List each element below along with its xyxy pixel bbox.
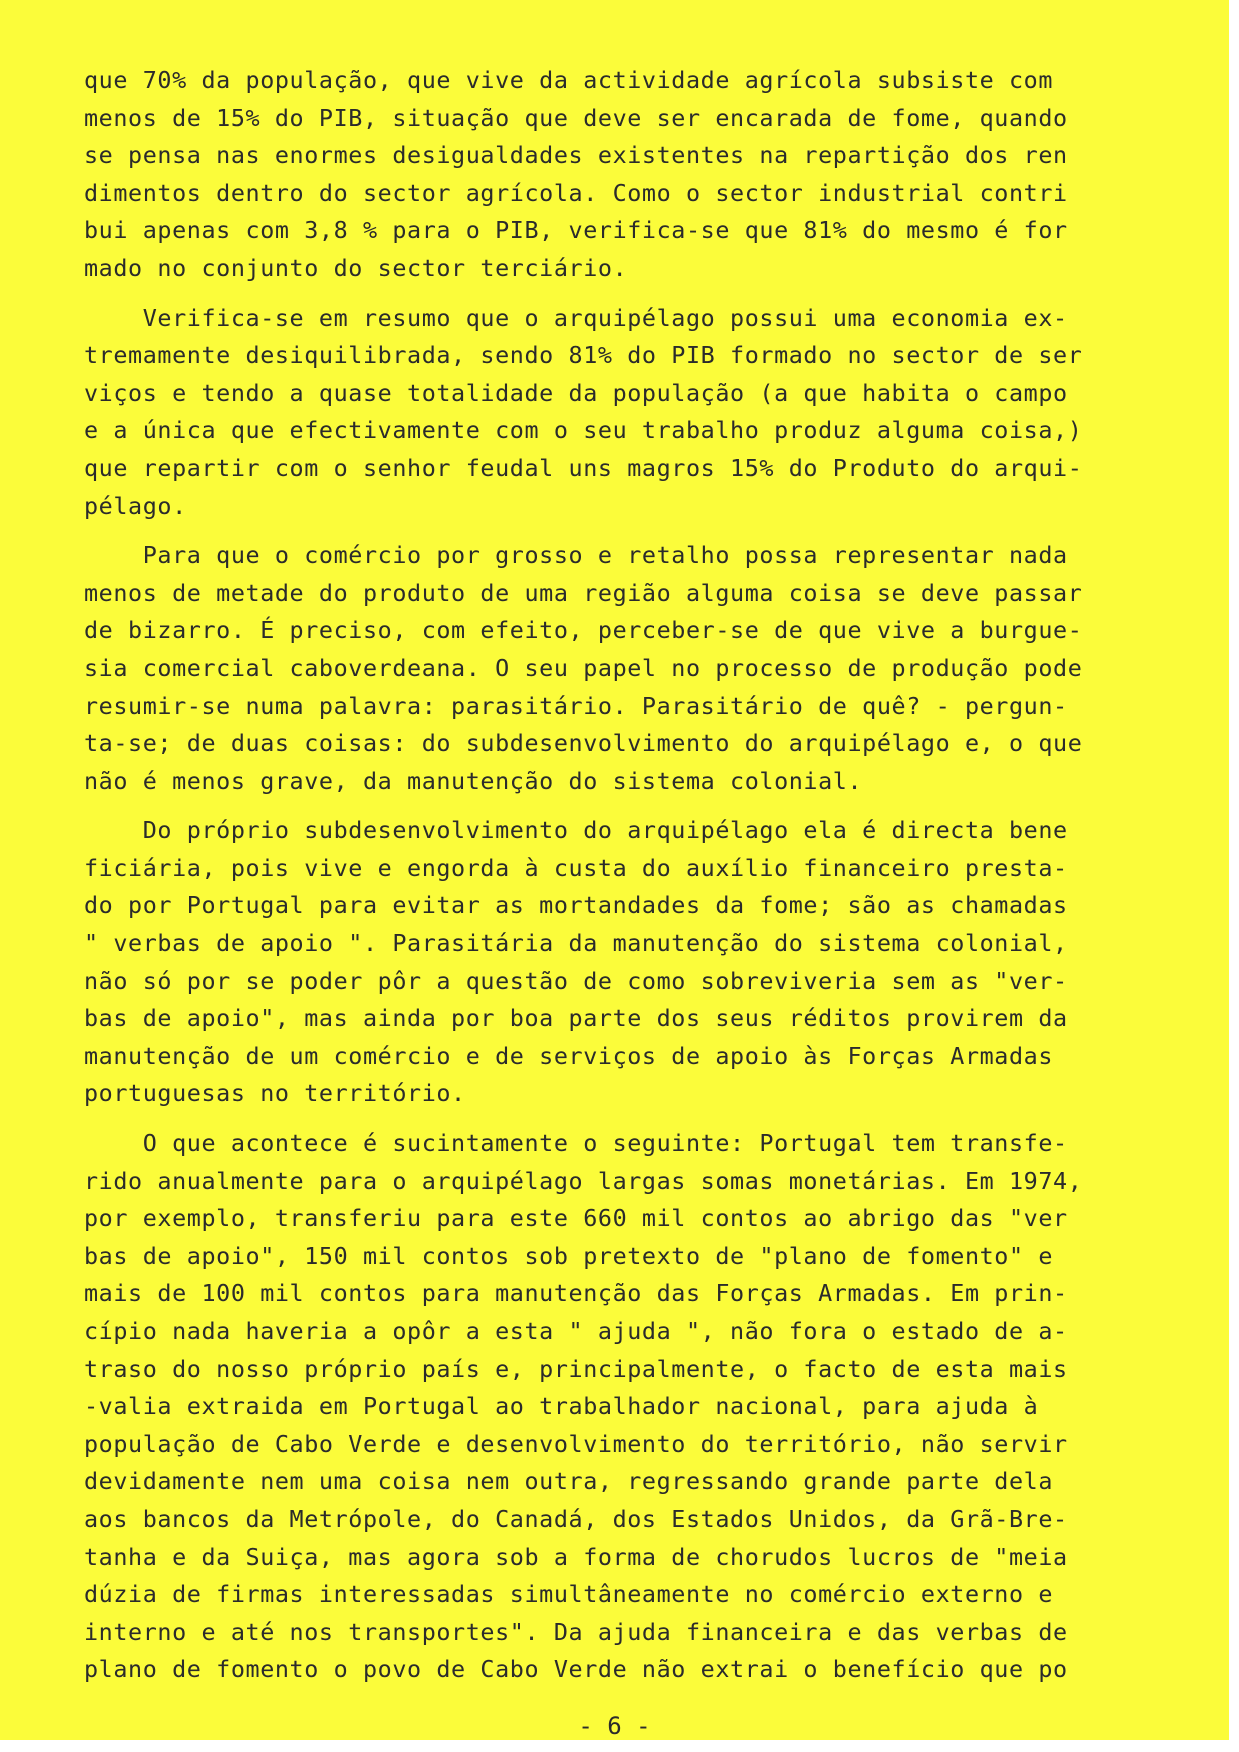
text-line: de bizarro. É preciso, com efeito, perceber-se de que vive a burgue- <box>84 616 1083 645</box>
text-line: aos bancos da Metrópole, do Canadá, dos Estados Unidos, da Grã-Bre- <box>84 1504 1068 1533</box>
document-body <box>84 62 1124 1701</box>
text-line: bas de apoio", mas ainda por boa parte dos seus réditos provirem da <box>84 1004 1068 1033</box>
text-line: do por Portugal para evitar as mortandades da fome; são as chamadas <box>84 891 1068 920</box>
text-line: Para que o comércio por grosso e retalho possa representar nada <box>84 541 1068 570</box>
text-line: que repartir com o senhor feudal uns magros 15% do Produto do arqui- <box>84 453 1083 482</box>
text-line: tremamente desiquilibrada, sendo 81% do PIB formado no sector de ser <box>84 341 1083 370</box>
text-line: manutenção de um comércio e de serviços de apoio às Forças Armadas <box>84 1041 1054 1070</box>
text-line: " verbas de apoio ". Parasitária da manutenção do sistema colonial, <box>84 929 1068 958</box>
text-line: ficiária, pois vive e engorda à custa do auxílio financeiro presta- <box>84 853 1068 882</box>
text-line: bas de apoio", 150 mil contos sob pretexto de "plano de fomento" e <box>84 1241 1054 1270</box>
text-line: menos de 15% do PIB, situação que deve ser encarada de fome, quando <box>84 103 1068 132</box>
text-line: população de Cabo Verde e desenvolvimento do território, não servir <box>84 1429 1068 1458</box>
text-line: -valia extraida em Portugal ao trabalhador nacional, para ajuda à <box>84 1392 1039 1421</box>
text-line: dúzia de firmas interessadas simultâneamente no comércio externo e <box>84 1580 1054 1609</box>
text-line: portuguesas no território. <box>84 1079 466 1108</box>
text-line: dimentos dentro do sector agrícola. Como o sector industrial contri <box>84 178 1068 207</box>
text-line: mais de 100 mil contos para manutenção das Forças Armadas. Em prin- <box>84 1279 1068 1308</box>
text-line: traso do nosso próprio país e, principalmente, o facto de esta mais <box>84 1354 1068 1383</box>
text-line: sia comercial caboverdeana. O seu papel no processo de produção pode <box>84 653 1083 682</box>
text-line: ta-se; de duas coisas: do subdesenvolvimento do arquipélago e, o que <box>84 729 1083 758</box>
text-line: que 70% da população, que vive da actividade agrícola subsiste com <box>84 66 1054 94</box>
page-number: - 6 - <box>578 1712 651 1740</box>
text-line: pélago. <box>84 491 187 520</box>
text-line: menos de metade do produto de uma região alguma coisa se deve passar <box>84 578 1083 607</box>
text-line: plano de fomento o povo de Cabo Verde não extrai o benefício que po <box>84 1655 1068 1684</box>
text-line: por exemplo, transferiu para este 660 mil contos ao abrigo das "ver <box>84 1204 1068 1233</box>
text-line: interno e até nos transportes". Da ajuda financeira e das verbas de <box>84 1617 1068 1646</box>
text-line: viços e tendo a quase totalidade da população (a que habita o campo <box>84 378 1068 407</box>
text-line: cípio nada haveria a opôr a esta " ajuda ", não fora o estado de a- <box>84 1317 1068 1345</box>
text-line: bui apenas com 3,8 % para o PIB, verifica-se que 81% do mesmo é for <box>84 216 1068 245</box>
text-line: não só por se poder pôr a questão de como sobreviveria sem as "ver- <box>84 966 1068 995</box>
text-line: O que acontece é sucintamente o seguinte: Portugal tem transfe- <box>84 1129 1068 1158</box>
text-line: mado no conjunto do sector terciário. <box>84 253 628 282</box>
text-line: Verifica-se em resumo que o arquipélago possui uma economia ex- <box>84 303 1068 332</box>
text-line: e a única que efectivamente com o seu trabalho produz alguma coisa,) <box>84 416 1083 445</box>
text-line: Do próprio subdesenvolvimento do arquipélago ela é directa bene <box>84 816 1068 845</box>
text-line: tanha e da Suiça, mas agora sob a forma de chorudos lucros de "meia <box>84 1542 1068 1571</box>
text-line: rido anualmente para o arquipélago largas somas monetárias. Em 1974, <box>84 1166 1083 1195</box>
text-line: não é menos grave, da manutenção do sistema colonial. <box>84 766 863 795</box>
paragraph-1 <box>84 62 1124 288</box>
paragraph-5 <box>84 1125 1124 1689</box>
paragraph-4 <box>84 812 1124 1113</box>
text-line: devidamente nem uma coisa nem outra, regressando grande parte dela <box>84 1467 1054 1496</box>
text-line: se pensa nas enormes desigualdades existentes na repartição dos ren <box>84 141 1068 170</box>
paragraph-2 <box>84 300 1124 526</box>
paragraph-3 <box>84 537 1124 800</box>
text-line: resumir-se numa palavra: parasitário. Parasitário de quê? - pergun- <box>84 691 1068 720</box>
